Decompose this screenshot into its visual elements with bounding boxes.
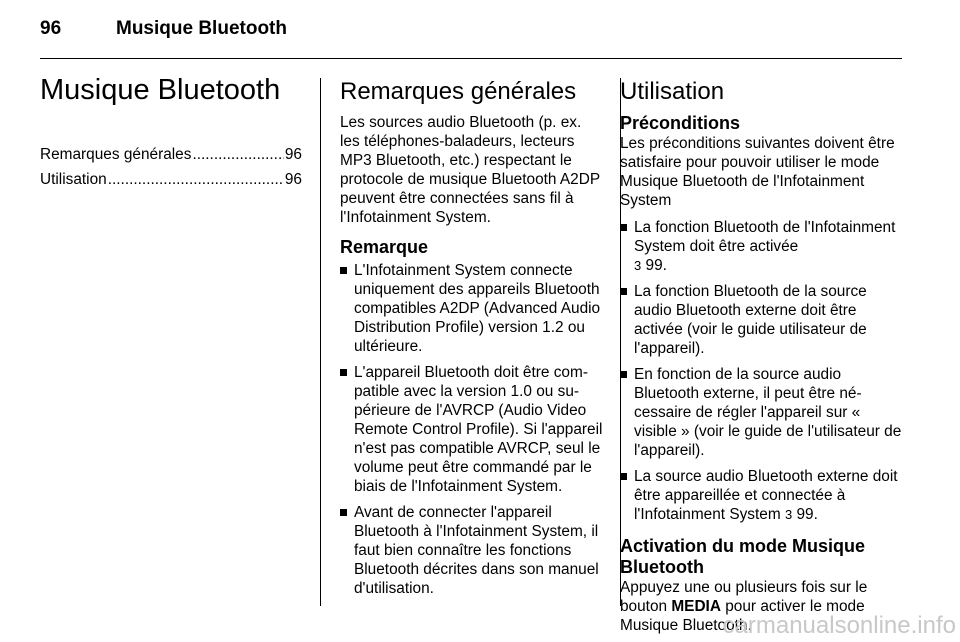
list-item (620, 218, 905, 275)
list-item-text: La source audio Bluetooth externe doit être appareillée et connectée à l'Infotainment System (634, 468, 898, 523)
page-reference-link[interactable]: 99. (796, 506, 818, 523)
preconditions-text: Les préconditions suivantes doivent être satisfaire pour pouvoir utiliser le mode Musique Bluetooth de l'Infotainment System (620, 135, 895, 209)
activation-text-after: pour activer le mode Musique Bluetooth. (620, 598, 865, 634)
preconditions-list (620, 218, 905, 524)
bullet-square-icon (340, 267, 347, 274)
list-item-text: En fonction de la source audio Bluetooth externe, il peut être nécessaire de régler l'appareil sur « visible » (voir le guide de l'utilisateur de l'appareil). (634, 366, 902, 459)
list-item (340, 261, 604, 356)
toc-column (40, 72, 302, 195)
chapter-title: Musique Bluetooth (40, 74, 281, 106)
bullet-square-icon (340, 369, 347, 376)
page-reference-icon: 3 (784, 507, 793, 522)
activation-title: Activation du mode Musique Bluetooth (620, 536, 866, 577)
toc-label: Remarques générales (40, 146, 192, 163)
section-title-remarques: Remarques générales (340, 78, 577, 105)
bullet-square-icon (620, 224, 627, 231)
activation-text-before: Appuyez une ou plusieurs fois sur le bouton (620, 579, 868, 615)
list-item-text: Avant de connecter l'appareil Bluetooth à l'Infotainment System, il faut bien connaître les fonctions Bluetooth décrites dans son manuel d'utilisation. (354, 504, 599, 597)
bullet-square-icon (620, 371, 627, 378)
toc-label: Utilisation (40, 171, 107, 188)
list-item (340, 363, 604, 496)
intro-paragraph: Les sources audio Bluetooth (p. ex. les téléphones-baladeurs, lecteurs MP3 Bluetooth, etc.) respectant le protocole de musique Bluetooth A2DP peuvent être connectées sans fil à l'Infotainment System. (340, 114, 600, 226)
header-rule (40, 58, 902, 59)
list-item-text: La fonction Bluetooth de l'Infotainment System doit être activée (634, 219, 896, 255)
list-item (620, 365, 905, 460)
list-item-text: L'Infotainment System connecte uniquement des appareils Bluetooth compatibles A2DP (Advanced Audio Distribution Profile) version 1.2 ou ultérieure. (354, 262, 601, 355)
running-title: Musique Bluetooth (116, 18, 287, 39)
page-number: 96 (40, 18, 62, 39)
preconditions-title: Préconditions (620, 113, 741, 133)
list-item (340, 503, 604, 598)
bullet-square-icon (340, 509, 347, 516)
watermark: carmanualsonline.info (722, 612, 956, 639)
page-reference-icon: 3 (634, 258, 642, 273)
toc-page: 96 (284, 171, 302, 188)
list-item-text: L'appareil Bluetooth doit être compatible avec la version 1.0 ou supérieure de l'AVRCP (Audio Video Remote Control Profile). Si l'appareil n'est pas compatible AVRCP, seul le volume peut être commandé par le biais de l'Infotainment System. (354, 364, 603, 495)
note-list (340, 261, 604, 598)
bullet-square-icon (620, 473, 627, 480)
general-remarks-column (340, 72, 604, 605)
list-item (620, 282, 905, 358)
column-divider (320, 78, 321, 606)
section-title-utilisation: Utilisation (620, 78, 725, 105)
toc-entry-utilisation[interactable] (40, 170, 302, 189)
note-title: Remarque (340, 237, 429, 257)
page-reference-link[interactable]: 99. (645, 257, 667, 274)
toc-leader (192, 145, 283, 164)
list-item-text: La fonction Bluetooth de la source audio Bluetooth externe doit être activée (voir le guide utilisateur de l'appareil). (634, 283, 867, 357)
media-button-label: MEDIA (671, 598, 721, 615)
list-item (620, 467, 905, 524)
bullet-square-icon (620, 288, 627, 295)
toc-leader (108, 170, 284, 189)
toc-page: 96 (284, 146, 302, 163)
usage-column (620, 72, 905, 635)
toc-entry-remarques[interactable] (40, 145, 302, 164)
